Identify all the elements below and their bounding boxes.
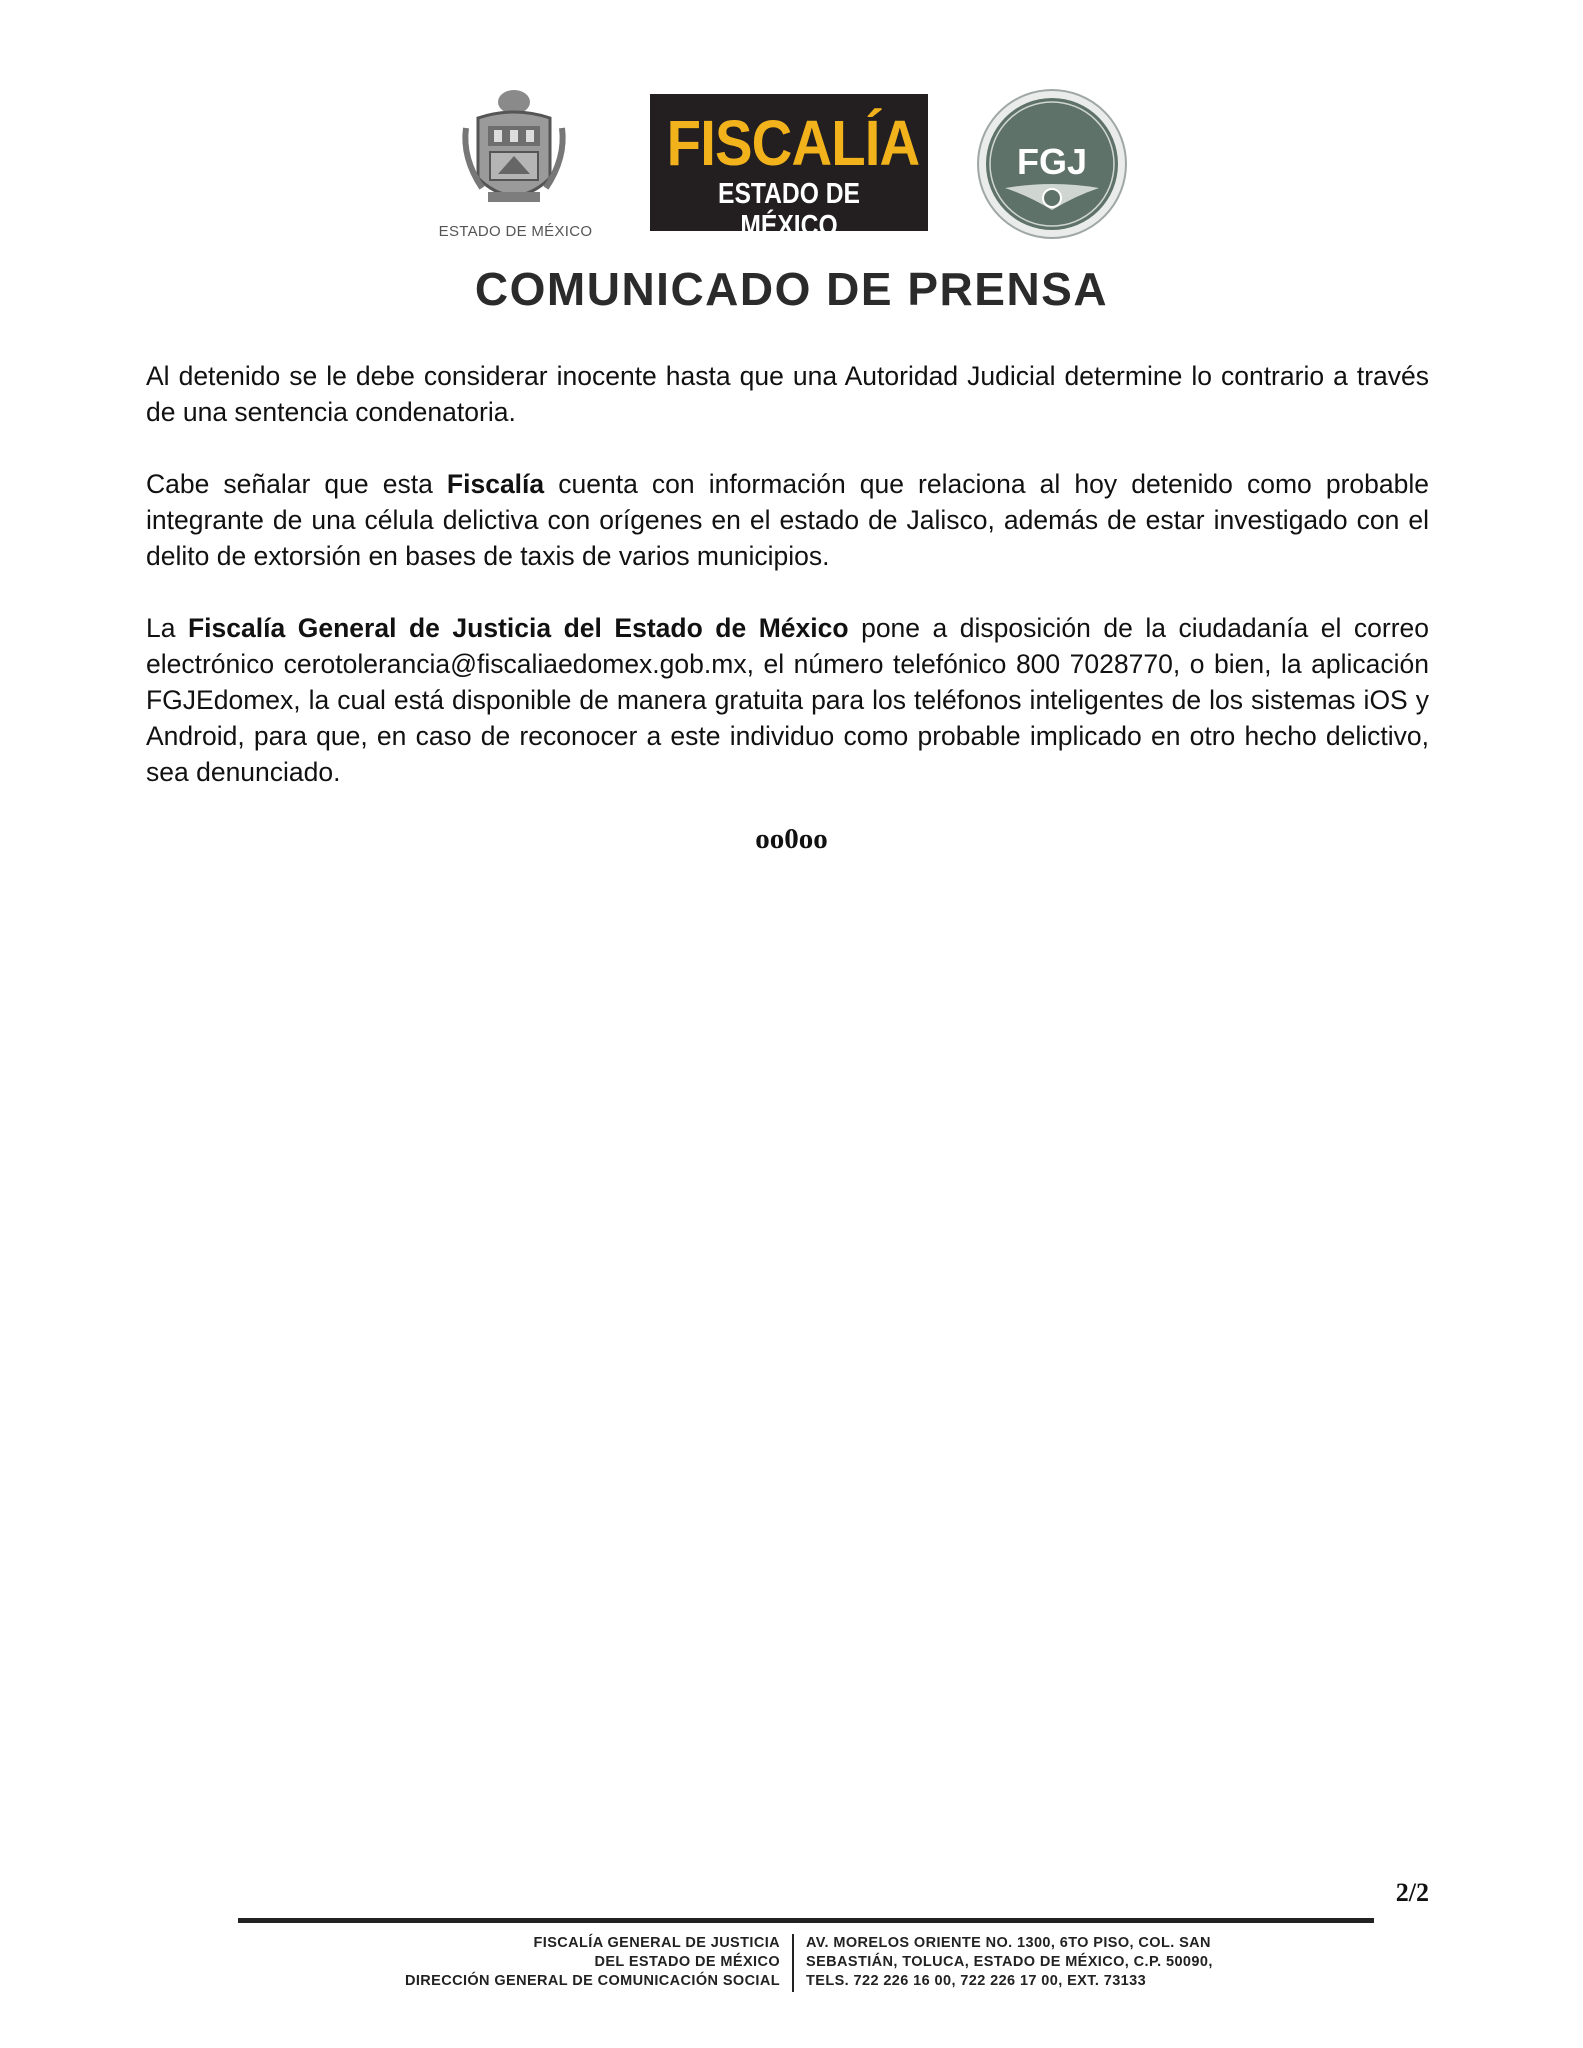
estado-de-mexico-label: ESTADO DE MÉXICO: [438, 223, 593, 240]
footer-line: SEBASTIÁN, TOLUCA, ESTADO DE MÉXICO, C.P. 50090,: [806, 1954, 1213, 1970]
paragraph-text: Cabe señalar que esta: [146, 469, 447, 499]
fiscalia-logo-line2: ESTADO DE MÉXICO: [717, 178, 860, 242]
footer-institution: [300, 1934, 780, 1991]
footer-separator: [792, 1934, 794, 1992]
closing-mark: oo0oo: [755, 823, 828, 855]
fiscalia-logo: [650, 94, 928, 242]
footer-line: AV. MORELOS ORIENTE NO. 1300, 6TO PISO, COL. SAN: [806, 1935, 1211, 1951]
press-release-body: [146, 358, 1429, 826]
footer-divider: [238, 1918, 1374, 1923]
bold-term: Fiscalía: [446, 469, 545, 499]
paragraph-contact-info: [146, 610, 1429, 790]
fgj-seal-icon: [975, 88, 1130, 240]
paragraph-text: pone a disposición de la ciudadanía el correo electrónico cerotolerancia@fiscaliaedomex.gob.mx, el número telefónico 800 7028770, o bien, la aplicación FGJEdomex, la cual está disponible de manera gratuita para los teléfonos inteligentes de los sistemas iOS y Android, para que, en caso de reconocer a este individuo como probable implicado en otro hecho delictivo, sea denunciado.: [146, 613, 1429, 787]
fiscalia-logo-line1: FISCALÍA: [666, 107, 920, 179]
estado-de-mexico-logo: [428, 88, 603, 243]
footer-line: DEL ESTADO DE MÉXICO: [594, 1954, 780, 1970]
fgj-logo-text: FGJ: [1016, 141, 1088, 182]
bold-term: Fiscalía General de Justicia del Estado de México: [188, 613, 849, 643]
coat-of-arms-icon: [458, 88, 570, 213]
footer-line: DIRECCIÓN GENERAL DE COMUNICACIÓN SOCIAL: [404, 1973, 780, 1989]
paragraph-text: La: [146, 613, 188, 643]
page-title: COMUNICADO DE PRENSA: [474, 263, 1109, 315]
footer-line: FISCALÍA GENERAL DE JUSTICIA: [533, 1935, 780, 1951]
footer-address: [806, 1934, 1326, 1991]
paragraph-presumption-of-innocence: Al detenido se le debe considerar inocente hasta que una Autoridad Judicial determine lo contrario a través de una sentencia condenatoria.: [146, 361, 1429, 427]
letterhead: [0, 88, 1583, 248]
paragraph-text: cuenta con información que relaciona al hoy detenido como probable integrante de una célula delictiva con orígenes en el estado de Jalisco, además de estar investigado con el delito de extorsión en bases de taxis de varios municipios.: [146, 469, 1429, 571]
paragraph-investigation: [146, 466, 1429, 574]
page-number: 2/2: [1395, 1878, 1429, 1907]
footer-line: TELS. 722 226 16 00, 722 226 17 00, EXT. 73133: [806, 1973, 1147, 1989]
